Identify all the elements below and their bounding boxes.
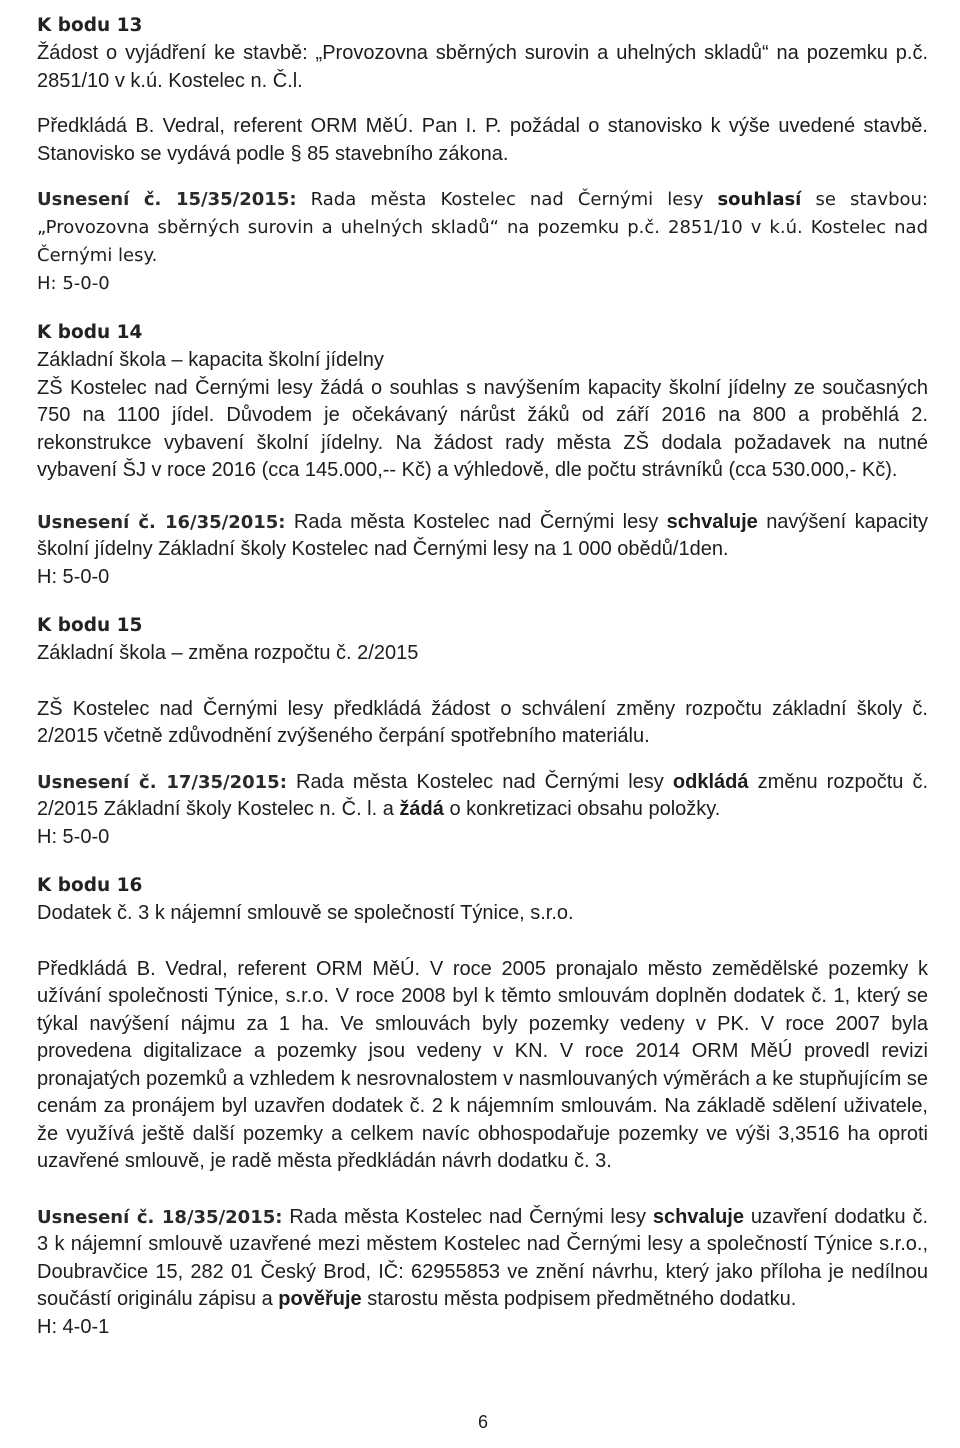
vote-result: H: 5-0-0 — [37, 825, 110, 848]
section-subject: Základní škola – změna rozpočtu č. 2/2015 — [37, 642, 419, 664]
resolution-verb: pověřuje — [278, 1288, 362, 1310]
resolution-label: Usnesení č. 15/35/2015: — [37, 189, 297, 210]
resolution-verb: odkládá — [672, 770, 749, 793]
resolution — [37, 509, 928, 564]
resolution-text: starostu města podpisem předmětného dodatku. — [367, 1288, 797, 1310]
agenda-item-16 — [37, 872, 928, 1341]
document-page — [37, 12, 928, 1341]
section-subject: Dodatek č. 3 k nájemní smlouvě se společností Týnice, s.r.o. — [37, 902, 574, 924]
resolution-text: se stavbou: „Provozovna sběrných surovin a uhelných skladů“ na pozemku p.č. 2851/10 v k.ú. Kostelec nad Černými lesy. — [37, 189, 928, 266]
section-subject: Žádost o vyjádření ke stavbě: „Provozovna sběrných surovin a uhelných skladů“ na pozemku p.č. 2851/10 v k.ú. Kostelec n. Č.l. — [37, 42, 928, 92]
section-body: Předkládá B. Vedral, referent ORM MěÚ. Pan I. P. požádal o stanovisko k výše uvedené stavbě. Stanovisko se vydává podle § 85 stavebního zákona. — [37, 115, 928, 165]
resolution-label: Usnesení č. 18/35/2015: — [37, 1206, 283, 1228]
agenda-item-13 — [37, 12, 928, 298]
resolution-text: Rada města Kostelec nad Černými lesy — [310, 189, 704, 210]
resolution-verb: schvaluje — [652, 1205, 744, 1228]
section-heading: K bodu 16 — [37, 875, 143, 896]
section-heading: K bodu 14 — [37, 322, 143, 343]
page-number: 6 — [478, 1412, 489, 1432]
section-body: Předkládá B. Vedral, referent ORM MěÚ. V roce 2005 pronajalo město zemědělské pozemky k užívání společnosti Týnice, s.r.o. V roce 2008 byl k těmto smlouvám doplněn dodatek č. 1, který se týkal navýšení nájmu za 1 ha. Ve smlouvách byly pozemky vedeny v PK. V roce 2007 byla provedena digitalizace a pozemky jsou vedeny v KN. V roce 2014 ORM MěÚ provedl revizi pronajatých pozemků a vzhledem k nesrovnalostem v nasmlouvaných výměrách a ke stupňujícím se cenám za pronájem byl uzavřen dodatek č. 2 k nájemním smlouvám. Na základě sdělení uživatele, že využívá ještě další pozemky a celkem navíc obhospodařuje pozemky ve výši 3,3516 ha oproti uzavřené smlouvě, je radě města předkládán návrh dodatku č. 3. — [37, 957, 928, 1172]
resolution-label: Usnesení č. 16/35/2015: — [37, 511, 286, 533]
section-subject: Základní škola – kapacita školní jídelny — [37, 349, 384, 371]
resolution — [37, 186, 928, 270]
resolution-text: změnu rozpočtu č. 2/2015 Základní školy Kostelec n. Č. l. a — [37, 770, 929, 820]
resolution-label: Usnesení č. 17/35/2015: — [37, 771, 287, 793]
section-heading: K bodu 13 — [37, 15, 143, 36]
resolution-text: Rada města Kostelec nad Černými lesy — [293, 510, 659, 533]
vote-result: H: 4-0-1 — [37, 1315, 110, 1338]
agenda-item-14 — [37, 319, 928, 591]
vote-result: H: 5-0-0 — [37, 565, 110, 588]
resolution-verb: schvaluje — [666, 510, 758, 533]
resolution-text: navýšení kapacity školní jídelny Základní školy Kostelec nad Černými lesy na 1 000 obědů/1den. — [37, 510, 928, 560]
section-body: ZŠ Kostelec nad Černými lesy žádá o souhlas s navýšením kapacity školní jídelny ze současných 750 na 1100 jídel. Důvodem je očekávaný nárůst žáků od září 2016 na 800 a proběhlá 2. rekonstrukce vybavení školní jídelny. Na žádost rady města ZŠ dodala požadavek na nutné vybavení ŠJ v roce 2016 (cca 145.000,-- Kč) a výhledově, dle počtu strávníků (cca 530.000,- Kč). — [37, 376, 928, 481]
resolution-verb: souhlasí — [717, 189, 802, 210]
resolution-text: Rada města Kostelec nad Černými lesy — [289, 1205, 646, 1228]
section-body: ZŠ Kostelec nad Černými lesy předkládá žádost o schválení změny rozpočtu základní školy č. 2/2015 včetně zdůvodnění zvýšeného čerpání spotřebního materiálu. — [37, 697, 928, 747]
section-heading: K bodu 15 — [37, 615, 143, 636]
agenda-item-15 — [37, 612, 928, 851]
resolution — [37, 1204, 928, 1314]
resolution-text: o konkretizaci obsahu položky. — [449, 798, 721, 820]
resolution — [37, 769, 928, 824]
resolution-verb: žádá — [399, 798, 444, 820]
resolution-text: uzavření dodatku č. 3 k nájemní smlouvě uzavřené mezi městem Kostelec nad Černými lesy a společností Týnice s.r.o., Doubravčice 15, 282 01 Český Brod, IČ: 62955853 ve znění návrhu, který jako příloha je nedílnou součástí originálu zápisu a — [37, 1205, 929, 1310]
resolution-text: Rada města Kostelec nad Černými lesy — [296, 770, 664, 793]
vote-result: H: 5-0-0 — [37, 273, 110, 294]
